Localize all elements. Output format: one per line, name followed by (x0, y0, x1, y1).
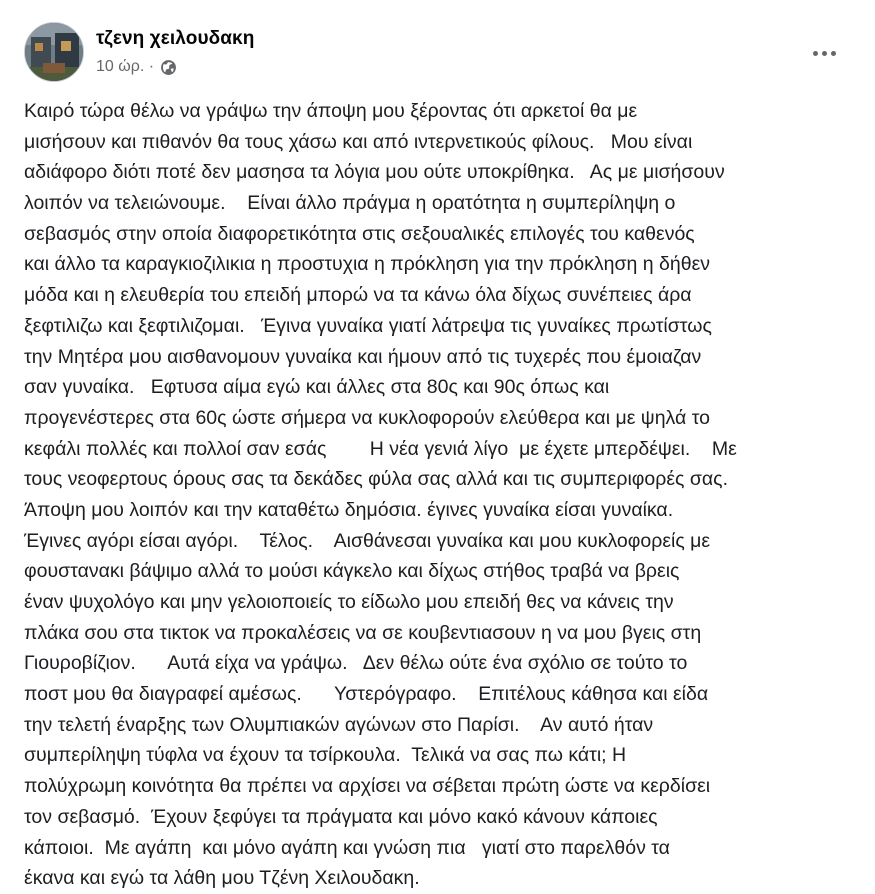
post-text-line: λοιπόν να τελειώνουμε. Είναι άλλο πράγμα η ορατότητα η συμπερίληψη ο (24, 192, 676, 215)
post-text-line: έναν ψυχολόγο και μην γελοιοποιείς το είδωλο μου επειδή θες να κάνεις την (24, 591, 674, 613)
post-text-line: πλάκα σου στα τικτοκ να προκαλέσεις να σε κουβεντιασουν η να μου βγεις στη (24, 621, 702, 644)
globe-icon[interactable] (160, 59, 177, 76)
post-text-line: τους νεοφερτους όρους σας τα δεκάδες φύλα σας αλλά και τις συμπεριφορές σας. (24, 468, 728, 491)
post-text-line: κάποιοι. Με αγάπη και μόνο αγάπη και γνώση πια γιατί στο παρελθόν τα (24, 836, 670, 859)
post-text-line: αδιάφορο διότι ποτέ δεν μασησα τα λόγια μου ούτε υποκρίθηκα. Ας με μισήσουν (24, 161, 725, 184)
post-text-line: σαν γυναίκα. Εφτυσα αίμα εγώ και άλλες στα 80ς και 90ς όπως και (24, 376, 610, 399)
post-body (24, 96, 854, 894)
post-text-line: πολύχρωμη κοινότητα θα πρέπει να αρχίσει να σέβεται πρώτη ώστε να κερδίσει (24, 775, 711, 798)
post-header (24, 22, 851, 86)
avatar-image (25, 23, 84, 82)
post-text-line: έκανα και εγώ τα λάθη μου Τζένη Χειλουδακη. (24, 867, 420, 890)
more-dots-icon (813, 51, 818, 56)
post-text-line: τον σεβασμό. Έχουν ξεφύγει τα πράγματα και μόνο κακό κάνουν κάποιες (24, 805, 658, 828)
post-text-line: Έγινες αγόρι είσαι αγόρι. Τέλος. Αισθάνεσαι γυναίκα και μου κυκλοφορείς με (24, 529, 711, 552)
post-text-line: συμπερίληψη τύφλα να έχουν τα τσίρκουλα. Τελικά να σας πω κάτι; Η (24, 744, 627, 767)
post-text-line: προγενέστερες στα 60ς ώστε σήμερα να κυκλοφορούν ελεύθερα και με ψηλά το (24, 406, 710, 429)
more-options-button[interactable] (807, 36, 841, 70)
post-text-line: μόδα και η ελευθερία του επειδή μπορώ να τα κάνω όλα δίχως συνέπειες άρα (24, 284, 692, 307)
post-text-line: την τελετή έναρξης των Ολυμπιακών αγώνων στο Παρίσι. Αν αυτό ήταν (24, 713, 654, 736)
more-dots-icon (831, 51, 836, 56)
post-text-line: φουστανακι βάψιμο αλλά το μούσι κάγκελο και δίχως στήθος τραβά να βρεις (24, 560, 680, 583)
post-text-line: μισήσουν και πιθανόν θα τους χάσω και από ιντερνετικούς φίλους. Μου είναι (24, 130, 693, 153)
post-text-line: ξεφτιλιζω και ξεφτιλιζομαι. Έγινα γυναίκα γιατί λάτρεψα τις γυναίκες πρωτίστως (24, 314, 712, 337)
post-text-line: σεβασμός στην οποία διαφορετικότητα στις σεξουαλικές επιλογές του καθενός (24, 222, 695, 245)
more-dots-icon (822, 51, 827, 56)
post-timestamp[interactable]: 10 ώρ. · (96, 58, 155, 75)
post-text-line: την Μητέρα μου αισθανομουν γυναίκα και ήμουν από τις τυχερές που έμοιαζαν (24, 345, 702, 368)
post-text-line: κεφάλι πολλές και πολλοί σαν εσάς Η νέα γενιά λίγο με έχετε μπερδέψει. Με (24, 437, 737, 460)
post-text-line: Γιουροβίζιον. Αυτά είχα να γράψω. Δεν θέλω ούτε ένα σχόλιο σε τούτο το (24, 652, 688, 675)
post-text-line: Άποψη μου λοιπόν και την καταθέτω δημόσια. έγινες γυναίκα είσαι γυναίκα. (24, 498, 674, 521)
post-text-line: Καιρό τώρα θέλω να γράψω την άποψη μου ξέροντας ότι αρκετοί θα με (24, 100, 638, 122)
post-text-line: ποστ μου θα διαγραφεί αμέσως. Υστερόγραφο. Επιτέλους κάθησα και είδα (24, 683, 709, 706)
avatar[interactable] (24, 22, 84, 82)
author-name[interactable]: τζενη χειλουδακη (96, 28, 255, 49)
post-text-line: και άλλο τα καραγκιοζιλικια η προστυχια η πρόκληση για την πρόκληση η δήθεν (24, 253, 711, 276)
post-meta (96, 58, 177, 76)
